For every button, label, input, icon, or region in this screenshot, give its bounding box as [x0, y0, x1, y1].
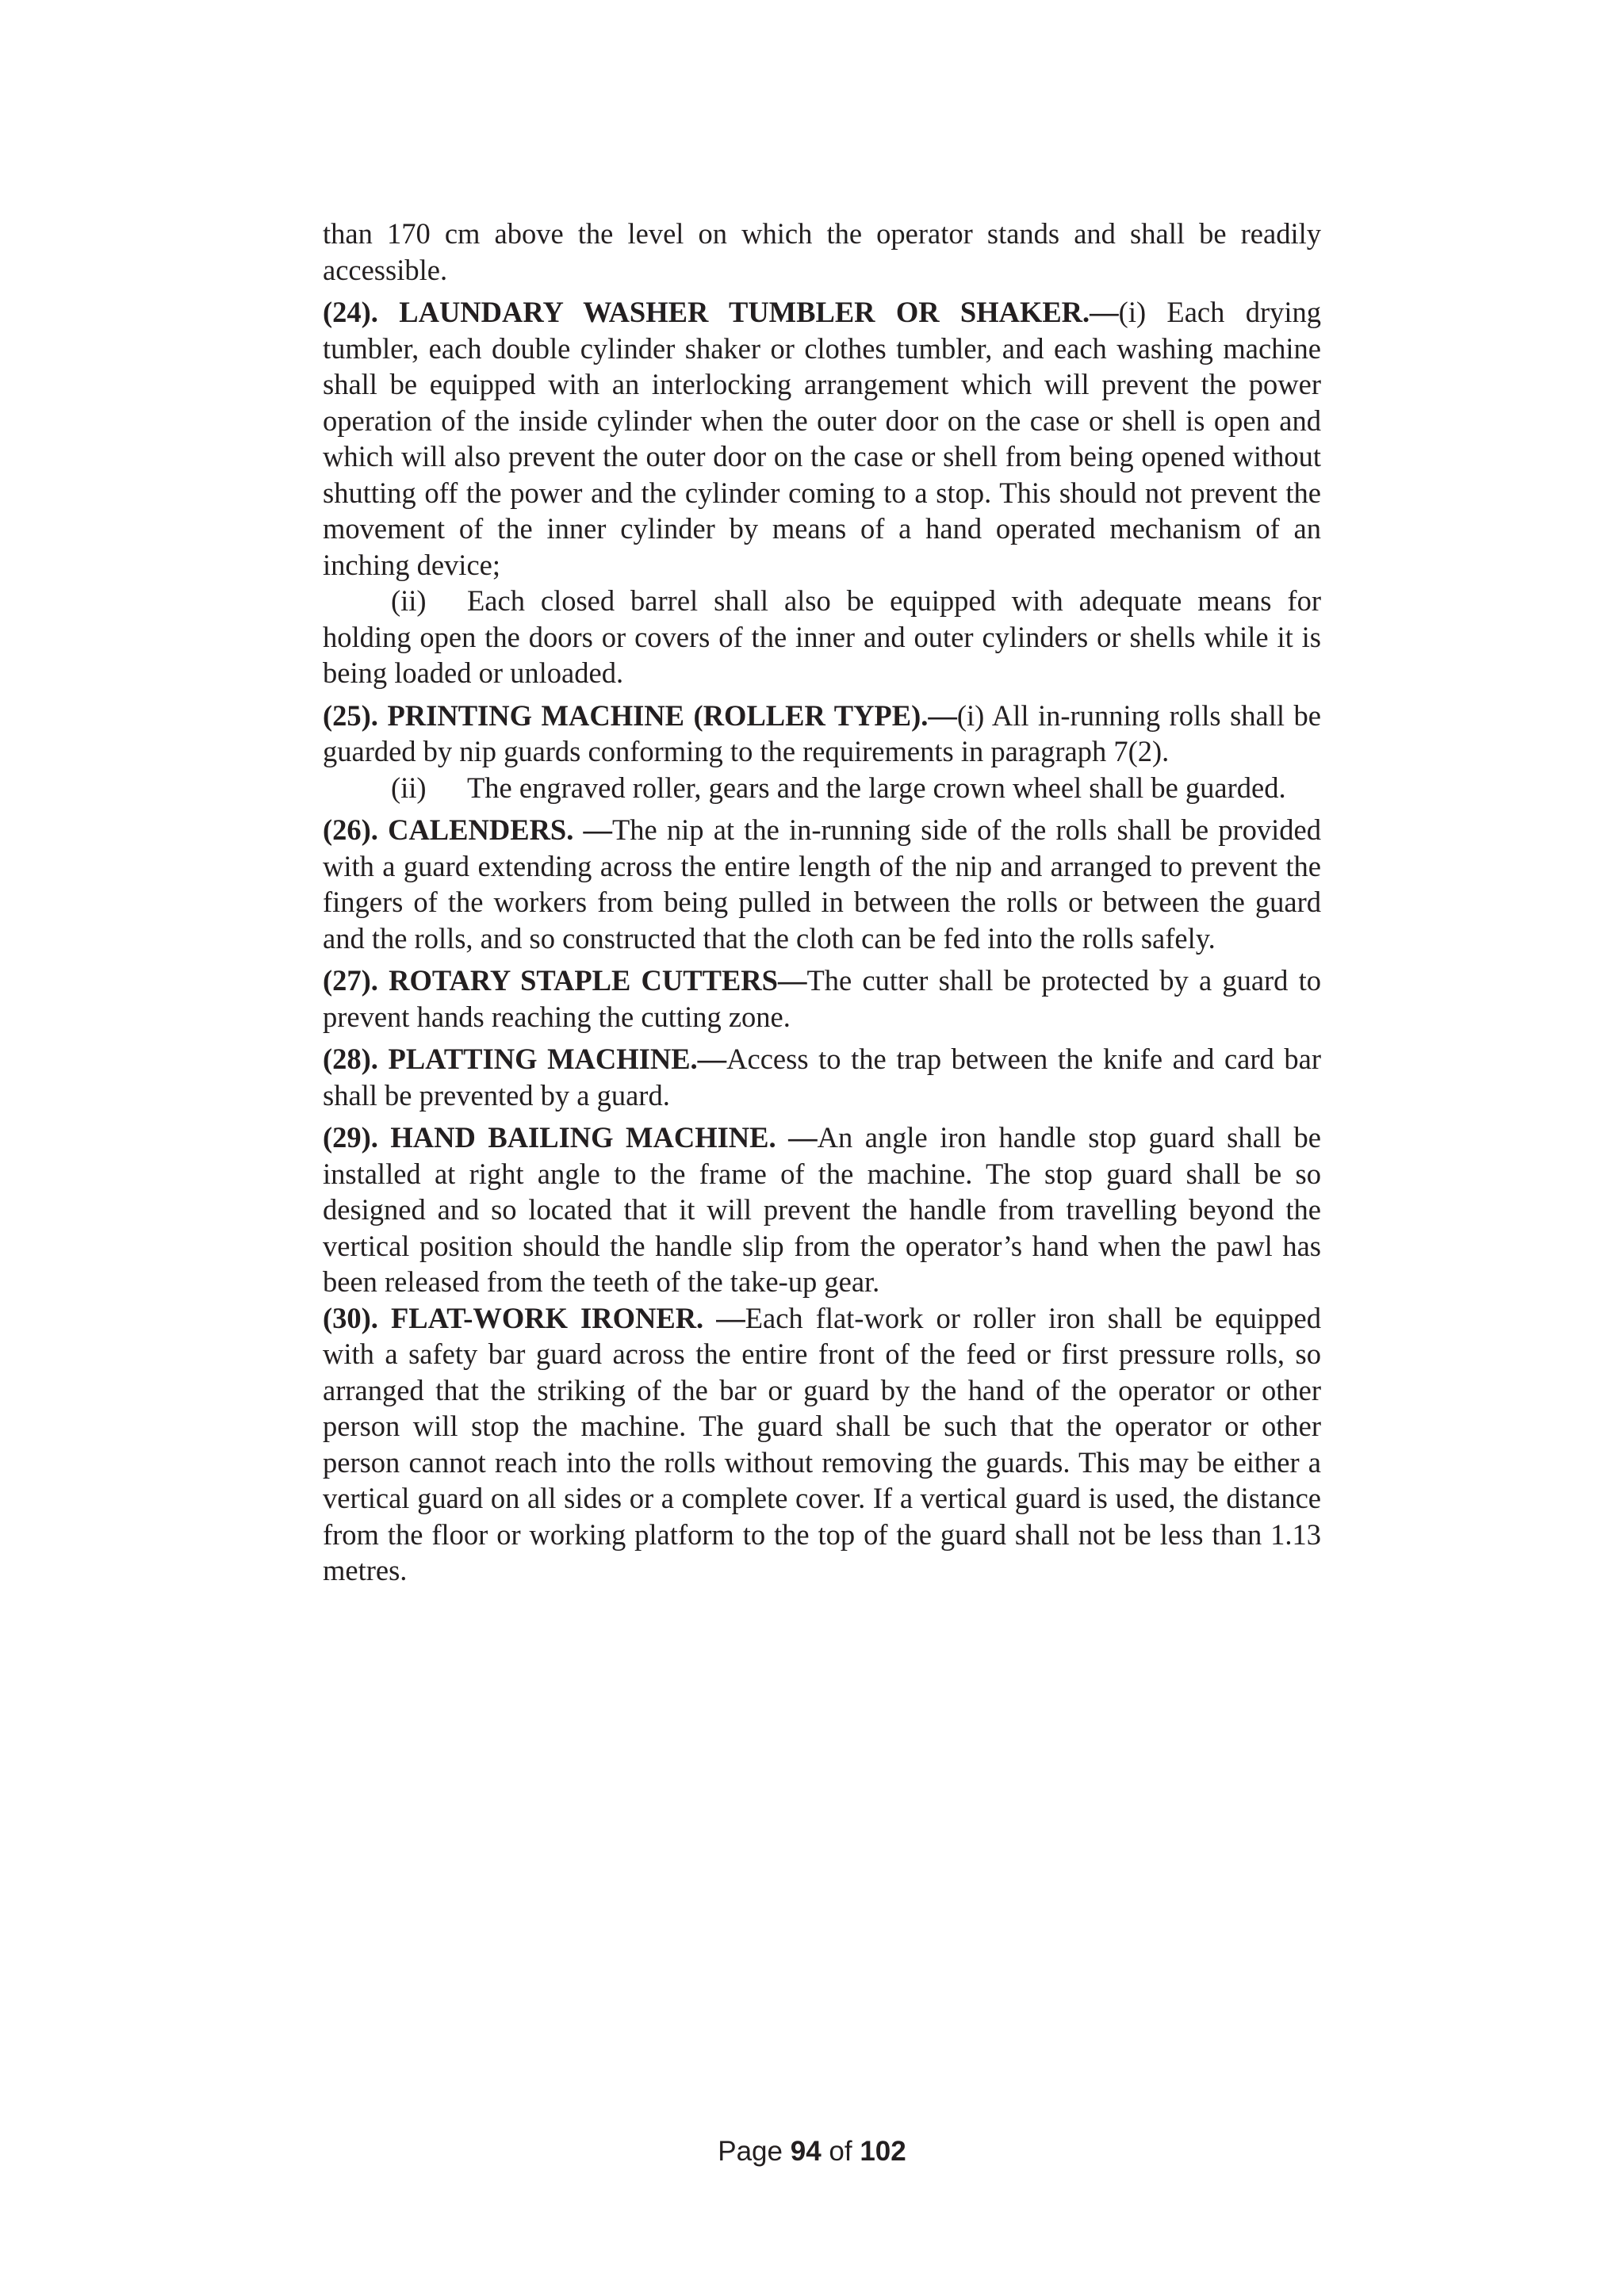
paragraph-continuation: than 170 cm above the level on which the operator stands and shall be readily accessible.: [323, 217, 1321, 286]
section-27: [323, 962, 1321, 1035]
section-27-heading: (27). ROTARY STAPLE CUTTERS—: [323, 964, 807, 997]
section-26: [323, 812, 1321, 956]
section-25-text: (i) All in-running rolls shall be guarded by nip guards conforming to the requirements in paragraph 7(2).: [323, 698, 1322, 767]
section-29: [323, 1119, 1321, 1300]
section-28-text: Access to the trap between the knife and card bar shall be prevented by a guard.: [323, 1043, 1321, 1112]
section-30: [323, 1300, 1321, 1589]
section-30-text: Each flat-work or roller iron shall be equipped with a safety bar guard across the entire front of the feed or first pressure rolls, so arranged that the striking of the bar or guard by the hand of the operator or other person will stop the machine. The guard shall be such that the operator or other person cannot reach into the rolls without removing the guards. This may be either a vertical guard on all sides or a complete cover. If a vertical guard is used, the distance from the floor or working platform to the top of the guard shall not be less than 1.13 metres.: [323, 1301, 1321, 1586]
section-24-sub-num: (ii): [391, 584, 427, 617]
page-body: [323, 216, 1321, 1595]
section-28: [323, 1041, 1321, 1113]
section-25-heading: (25). PRINTING MACHINE (ROLLER TYPE).—: [323, 698, 957, 732]
section-26-heading: (26). CALENDERS. —: [323, 813, 613, 846]
section-27-text: The cutter shall be protected by a guard to prevent hands reaching the cutting zone.: [323, 964, 1321, 1033]
section-26-text: The nip at the in-running side of the rolls shall be provided with a guard extending across the entire length of the nip and arranged to prevent the fingers of the workers from being pulled in between the rolls or between the guard and the rolls, and so constructed that the cloth can be fed into the rolls safely.: [323, 813, 1321, 955]
section-25-sub: [323, 770, 1321, 806]
page-number-footer: [0, 2136, 1624, 2168]
current-page-number: 94: [790, 2136, 822, 2167]
page-label: Page: [718, 2136, 783, 2167]
section-25-sub-num: (ii): [391, 771, 427, 804]
section-28-heading: (28). PLATTING MACHINE.—: [323, 1043, 727, 1075]
section-24-sub: [323, 583, 1321, 691]
section-25: [323, 698, 1321, 770]
total-page-count: 102: [860, 2136, 906, 2167]
section-24-heading: (24). LAUNDARY WASHER TUMBLER OR SHAKER.—: [323, 296, 1119, 328]
page-of-label: of: [829, 2136, 852, 2167]
section-24: [323, 294, 1321, 583]
section-24-text: (i) Each drying tumbler, each double cylinder shaker or clothes tumbler, and each washing machine shall be equipped with an interlocking arrangement which will prevent the power operation of the inside cylinder when the outer door on the case or shell is open and which will also prevent the outer door on the case or shell from being opened without shutting off the power and the cylinder coming to a stop. This should not prevent the movement of the inner cylinder by means of a hand operated mechanism of an inching device;: [323, 296, 1321, 581]
section-30-heading: (30). FLAT-WORK IRONER. —: [323, 1301, 745, 1334]
section-25-sub-text: The engraved roller, gears and the large crown wheel shall be guarded.: [467, 771, 1286, 804]
section-24-sub-text: Each closed barrel shall also be equipped with adequate means for holding open the doors or covers of the inner and outer cylinders or shells while it is being loaded or unloaded.: [323, 584, 1321, 689]
section-29-text: An angle iron handle stop guard shall be installed at right angle to the frame of the machine. The stop guard shall be so designed and so located that it will prevent the handle from travelling beyond the vertical position should the handle slip from the operator’s hand when the pawl has been released from the teeth of the take-up gear.: [323, 1121, 1321, 1298]
section-29-heading: (29). HAND BAILING MACHINE. —: [323, 1121, 818, 1154]
